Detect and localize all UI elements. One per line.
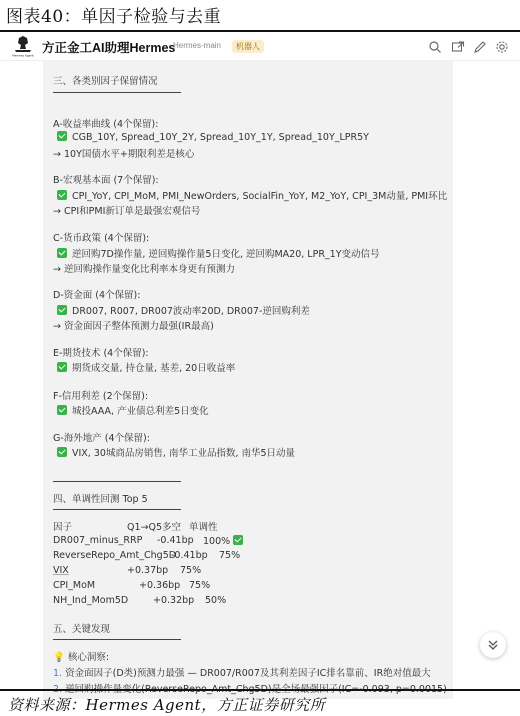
section5-title: 五、关键发现 [53,624,111,635]
group-a-name: A-收益率曲线 (4个保留): [53,119,159,130]
group-b-note: → CPI和PMI新订单是最强宏观信号 [53,206,201,217]
bottom-rule [0,689,520,691]
gear-icon[interactable] [495,39,509,53]
bot-badge: 机器人 [232,40,264,53]
share-icon[interactable] [451,39,465,53]
group-d-name: D-资金面 (4个保留): [53,290,141,301]
group-c-factors: 逆回购7D操作量, 逆回购操作量5日变化, 逆回购MA20, LPR_1Y变动信号 [57,246,380,260]
app-subtitle: Hermes-main [173,41,222,50]
check-icon [57,405,67,415]
group-d-note: → 资金面因子整体预测力最强(IR最高) [53,321,214,332]
chevron-double-down-icon[interactable] [480,632,506,658]
message-bubble-section4-5: 四、单调性回测 Top 5 因子 Q1→Q5多空 单调性 DR007_minus_RRP -0.41bp 100% ReverseRepo_Amt_Chg5D -0.41bp 75% VIX +0.37bp 75% CPI_MoM +0.36bp 75% NH_Ind_Mom5D +0.32bp 50% 五、关键发现 💡 核心洞察: 1. 资金面因子(D类)预测力最强 — DR007/R007及其利差因子IC排名靠前、IR绝对值最大 [43,469,453,699]
figure-caption-source: 资料来源：Hermes Agent，方正证券研究所 [8,696,326,714]
check-icon [57,190,67,200]
insight-item: 1. 资金面因子(D类)预测力最强 — DR007/R007及其利差因子IC排名靠前、IR绝对值最大 [53,668,431,679]
figure-caption-title: 图表40：单因子检验与去重 [6,7,222,27]
group-d-factors: DR007, R007, DR007波动率20D, DR007-逆回购利差 [57,303,310,317]
group-f-factors: 城投AAA, 产业债总利差5日变化 [57,403,209,417]
lightbulb-icon: 💡 [53,652,65,663]
svg-text:Hermes Agent: Hermes Agent [12,53,34,58]
check-icon [57,447,67,457]
search-icon[interactable] [428,39,442,53]
group-b-name: B-宏观基本面 (7个保留): [53,175,159,186]
table-header-factor: 因子 [53,522,73,533]
hermes-logo-icon [10,35,36,57]
section4-title: 四、单调性回测 Top 5 [53,494,148,505]
group-e-name: E-期货技术 (4个保留): [53,348,149,359]
app-window [0,32,520,689]
section4-rule [53,509,181,510]
group-a-factors: CGB_10Y, Spread_10Y_2Y, Spread_10Y_1Y, Spread_10Y_LPR5Y [57,131,369,143]
group-e-factors: 期货成交量, 持仓量, 基差, 20日收益率 [57,360,235,374]
check-icon [233,535,243,545]
check-icon [57,248,67,258]
check-icon [57,131,67,141]
pen-icon[interactable] [473,39,487,53]
section4-top-rule [53,481,181,482]
group-f-name: F-信用利差 (2个保留): [53,391,149,402]
check-icon [57,362,67,372]
section3-title: 三、各类别因子保留情况 [53,76,158,87]
group-g-name: G-海外地产 (4个保留): [53,433,150,444]
group-g-factors: VIX, 30城商品房销售, 南华工业品指数, 南华5日动量 [57,445,295,459]
group-c-note: → 逆回购操作量变化比利率本身更有预测力 [53,264,235,275]
message-bubble-section3 [43,60,453,492]
section3-rule [53,92,181,93]
app-header [0,32,520,61]
group-c-name: C-货币政策 (4个保留): [53,233,150,244]
app-title: 方正金工AI助理Hermes [42,41,176,55]
section5-rule [53,639,181,640]
table-header-spread: Q1→Q5多空 [127,522,182,533]
insight-heading: 💡 核心洞察: [53,652,110,663]
group-a-note: → 10Y国债水平+期限利差是核心 [53,149,195,160]
insight-item [53,681,447,695]
table-header-monotonicity: 单调性 [189,522,218,533]
group-b-factors: CPI_YoY, CPI_MoM, PMI_NewOrders, SocialFin_YoY, M2_YoY, CPI_3M动量, PMI环比 [57,188,447,202]
check-icon [57,305,67,315]
